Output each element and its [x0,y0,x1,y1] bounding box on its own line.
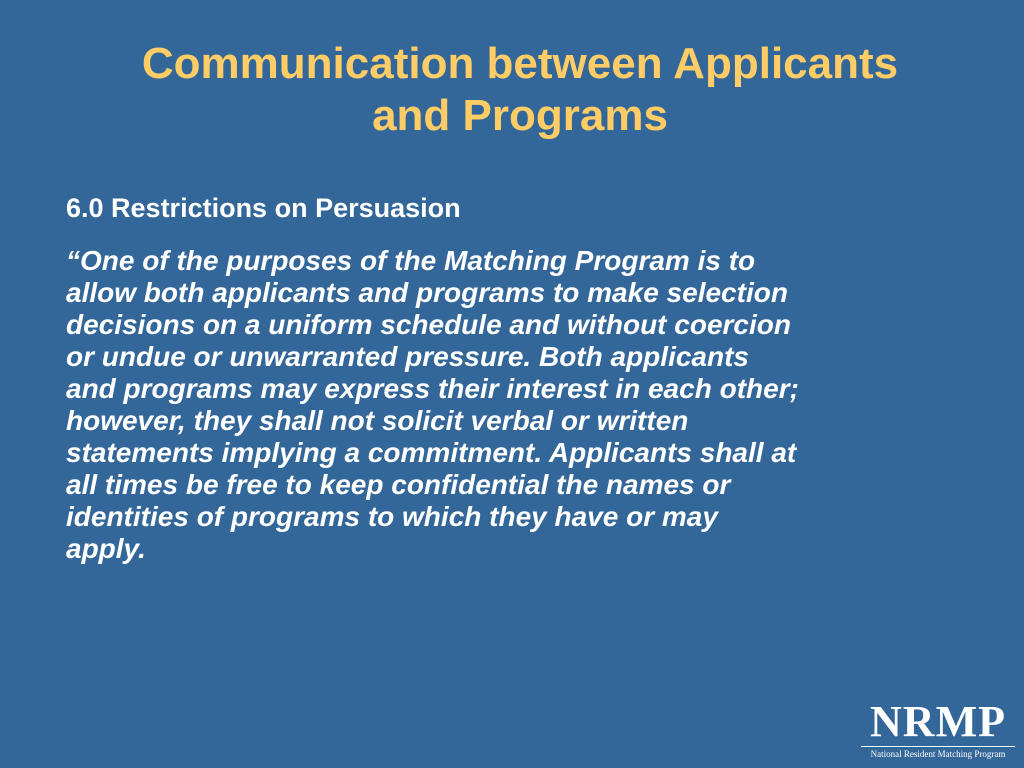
logo-wordmark: NRMP [870,697,1006,746]
nrmp-logo [858,697,1018,762]
quote-line: decisions on a uniform schedule and without coercion [66,309,791,340]
slide-title [40,38,1000,142]
quote-line: “One of the purposes of the Matching Program is to [66,245,756,276]
logo-divider [861,746,1015,747]
quote-text [66,245,1006,565]
quote-line: all times be free to keep confidential the names or [66,469,731,500]
quote-line: allow both applicants and programs to make selection [66,277,788,308]
section-heading: 6.0 Restrictions on Persuasion [66,193,461,223]
slide-title-line: and Programs [372,91,668,140]
quote-line: and programs may express their interest in each other; [66,373,799,404]
quote-line: however, they shall not solicit verbal or written [66,405,689,436]
quote-line: statements implying a commitment. Applicants shall at [66,437,797,468]
slide-title-line: Communication between Applicants [141,39,899,88]
logo-tagline: National Resident Matching Program [870,749,1006,759]
quote-line: identities of programs to which they have or may [66,501,718,532]
quote-line: apply. [66,533,146,564]
quote-line: or undue or unwarranted pressure. Both applicants [66,341,749,372]
